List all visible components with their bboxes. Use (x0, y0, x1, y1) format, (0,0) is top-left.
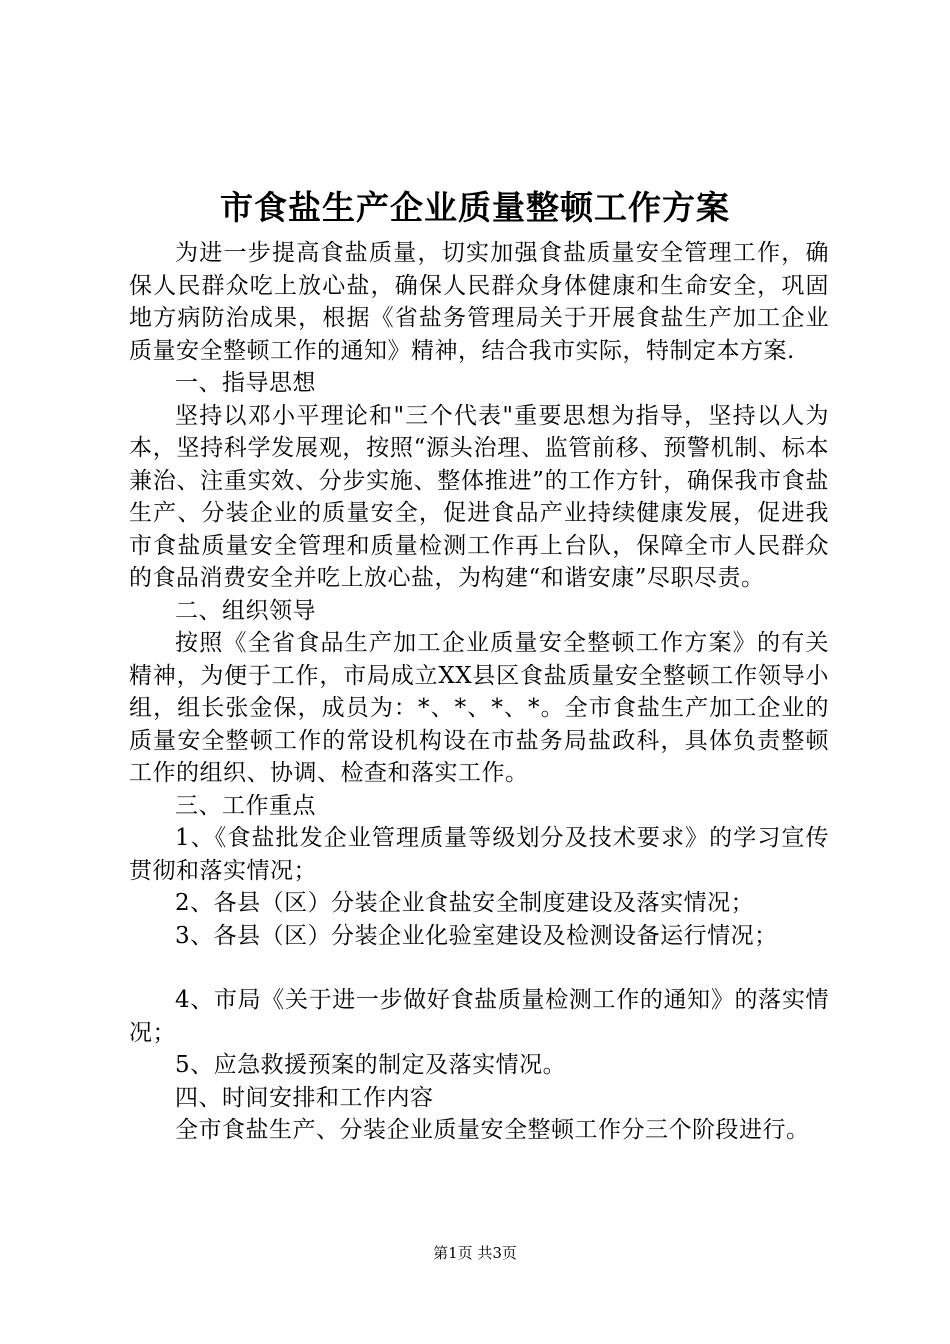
blank-line (129, 952, 829, 984)
work-focus-item-2: 2、各县（区）分装企业食盐安全制度建设及落实情况； (175, 890, 755, 916)
intro-paragraph: 为进一步提高食盐质量，切实加强食盐质量安全管理工作，确保人民群众吃上放心盐，确保人民群众身体健康和生命安全，巩固地方病防治成果，根据《省盐务管理局关于开展食盐生产加工企业质量安全整顿工作的通知》精神，结合我市实际，特制定本方案. (129, 240, 829, 364)
work-focus-item-1: 1、《食盐批发企业管理质量等级划分及技术要求》的学习宣传贯彻和落实情况； (129, 825, 829, 884)
work-focus-item-4: 4、市局《关于进一步做好食盐质量检测工作的通知》的落实情况； (129, 987, 829, 1046)
document-title: 市食盐生产企业质量整顿工作方案 (220, 188, 730, 227)
work-focus-item-5: 5、应急救援预案的制定及落实情况。 (175, 1052, 567, 1078)
work-focus-item-3: 3、各县（区）分装企业化验室建设及检测设备运行情况； (175, 922, 778, 949)
page-number-footer: 第1页 共3页 (433, 1244, 517, 1262)
guiding-ideology-paragraph: 坚持以邓小平理论和"三个代表"重要思想为指导，坚持以人为本，坚持科学发展观，按照“源头治理、监管前移、预警机制、标本兼治、注重实效、分步实施、整体推进”的工作方针，确保我市食盐生产、分装企业的质量安全，促进食品产业持续健康发展，促进我市食盐质量安全管理和质量检测工作再上台队，保障全市人民群众的食品消费安全并吃上放心盐，为构建“和谐安康”尽职尽责。 (129, 402, 829, 591)
section-heading-schedule: 四、时间安排和工作内容 (175, 1084, 434, 1111)
section-heading-guiding-ideology: 一、指导思想 (175, 370, 316, 396)
section-heading-work-focus: 三、工作重点 (175, 792, 316, 819)
section-heading-organization: 二、组织领导 (175, 597, 316, 624)
schedule-paragraph: 全市食盐生产、分装企业质量安全整顿工作分三个阶段进行。 (175, 1117, 810, 1143)
organization-paragraph: 按照《全省食品生产加工企业质量安全整顿工作方案》的有关精神，为便于工作，市局成立XX县区食盐质量安全整顿工作领导小组，组长张金保，成员为：*、*、*、*。全市食盐生产加工企业的质量安全整顿工作的常设机构设在市盐务局盐政科，具体负责整顿工作的组织、协调、检查和落实工作。 (129, 630, 829, 786)
document-body (129, 237, 829, 1147)
